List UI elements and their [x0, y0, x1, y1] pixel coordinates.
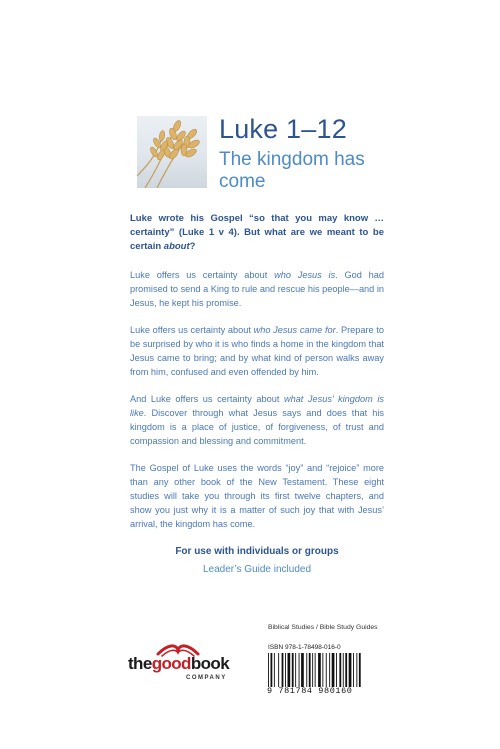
lead-text-emphasis: about: [163, 241, 190, 253]
paragraph-kingdom-like: [130, 392, 384, 448]
blurb: [130, 212, 384, 544]
category-label: Biblical Studies / Bible Study Guides: [268, 624, 378, 631]
paragraph-who-jesus-came-for: [130, 323, 384, 379]
lead-text-a: Luke wrote his Gospel “so that you may know … certainty” (Luke 1 v 4). But what are we meant to be certain: [130, 213, 384, 253]
lead-text-b: ?: [189, 241, 196, 253]
wheat-image: [137, 116, 207, 188]
paragraph-joy: The Gospel of Luke uses the words “joy” and “rejoice” more than any other book of the New Testament. These eight studies will take you through its first twelve chapters, and show you just why it is a matter of such joy that with Jesus’ arrival, the kingdom has come.: [130, 462, 384, 529]
book-subtitle: The kingdom has come: [219, 149, 365, 192]
p3-text-emphasis: what Jesus’ kingdom is like: [130, 393, 384, 418]
p3-text-b: . Discover through what Jesus says and does that his kingdom is a place of justice, of forgiveness, of trust and compassion and blessing and commitment.: [130, 407, 384, 446]
publisher-logo: [128, 638, 248, 686]
usage-note: For use with individuals or groups: [175, 546, 339, 557]
p3-text-a: And Luke offers us certainty about: [130, 393, 284, 404]
barcode-icon: [267, 653, 373, 687]
publisher-company: COMPANY: [186, 675, 227, 681]
publisher-name: [128, 654, 229, 674]
paragraph-who-jesus-is: [130, 268, 384, 310]
p1-text-emphasis: who Jesus is: [274, 269, 336, 280]
p2-text-b: . Prepare to be surprised by who it is who finds a home in the kingdom that Jesus came to bring; and by what kind of person walks away from him, confused and even offended by him.: [130, 324, 384, 377]
p2-text-a: Luke offers us certainty about: [130, 324, 254, 335]
isbn: ISBN 978-1-78498-016-0: [268, 644, 341, 651]
p2-text-emphasis: who Jesus came for: [253, 324, 336, 335]
book-title: Luke 1–12: [219, 114, 347, 144]
publisher-name-good: good: [151, 654, 191, 673]
p1-text-a: Luke offers us certainty about: [130, 269, 275, 280]
leaders-guide-note: Leader’s Guide included: [202, 564, 312, 575]
publisher-name-book: book: [190, 654, 230, 673]
barcode-digits: 9 781784 980160: [267, 686, 353, 696]
publisher-name-the: the: [128, 654, 152, 673]
p1-text-b: . God had promised to send a King to rule and rescue his people—and in Jesus, he kept his promise.: [130, 269, 384, 308]
lead-paragraph: [130, 212, 384, 255]
